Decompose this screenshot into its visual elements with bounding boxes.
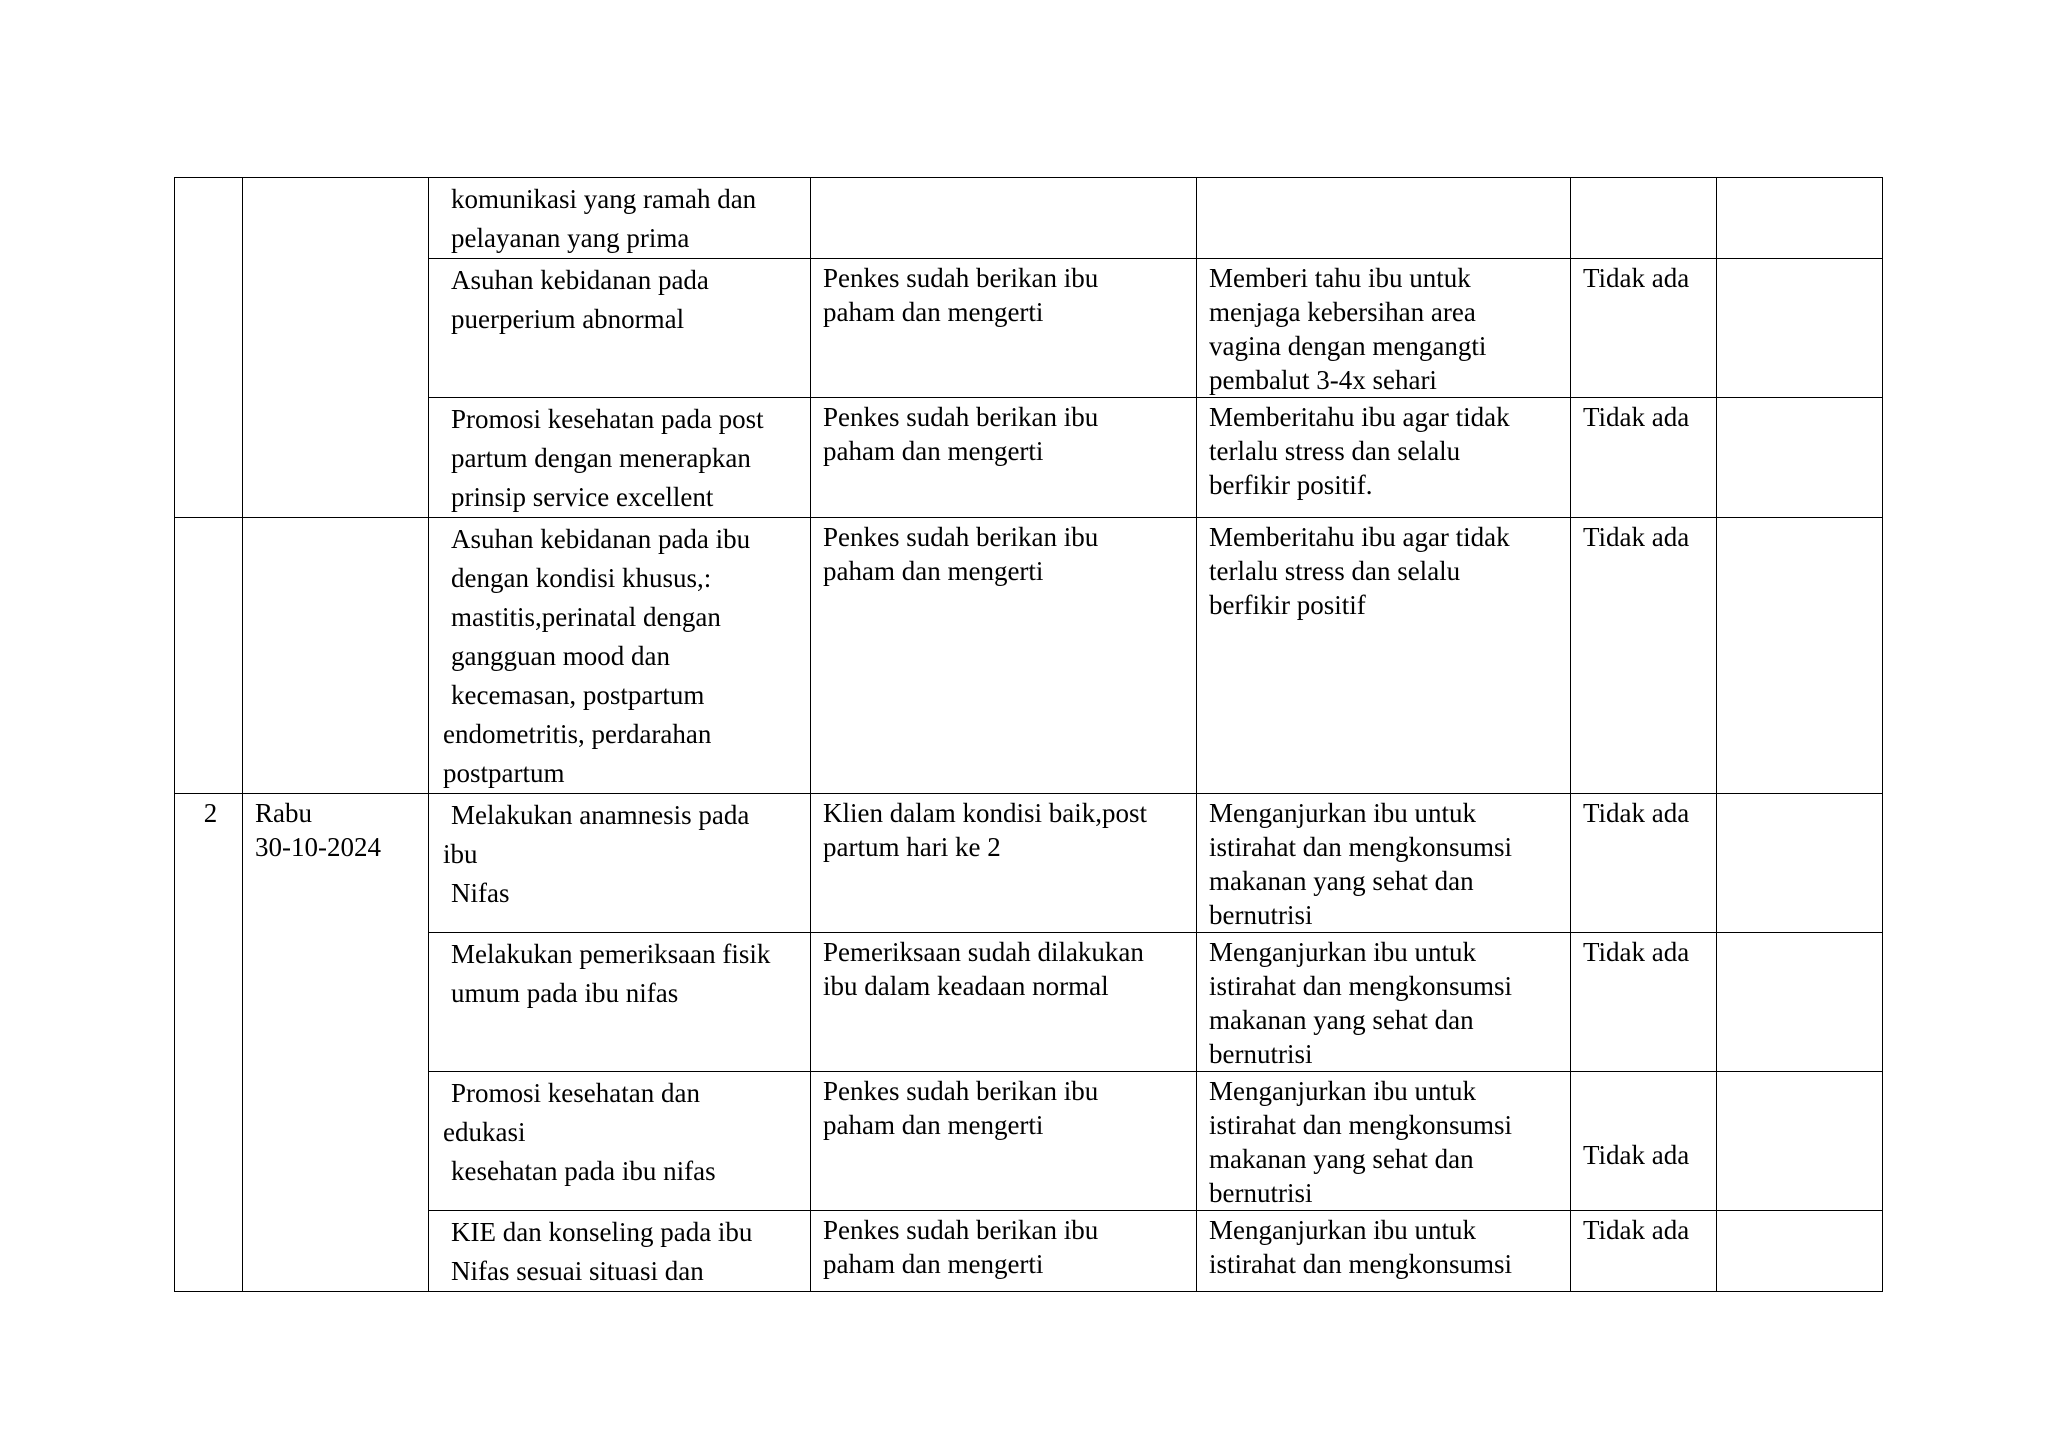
activity-cell: [429, 259, 811, 398]
activity-cell-line: puerperium abnormal: [451, 304, 685, 334]
row-number-cell: [175, 178, 243, 518]
table-row: [175, 259, 1883, 398]
row-number-cell: [175, 518, 243, 794]
table-row: [175, 1211, 1883, 1292]
note-cell-text: Tidak ada: [1583, 402, 1690, 432]
activity-cell-line: KIE dan konseling pada ibu: [451, 1217, 753, 1247]
follow-up-cell: [1197, 178, 1571, 259]
result-cell-line: paham dan mengerti: [823, 297, 1044, 327]
care-log-body: [175, 178, 1883, 1292]
follow-up-cell-line: makanan yang sehat dan: [1209, 1005, 1474, 1035]
extra-cell: [1717, 259, 1883, 398]
extra-cell: [1717, 1211, 1883, 1292]
note-cell: [1571, 1211, 1717, 1292]
activity-cell-line: umum pada ibu nifas: [451, 978, 679, 1008]
follow-up-cell: [1197, 398, 1571, 518]
day-date-cell-line: Rabu: [255, 798, 312, 828]
follow-up-cell-line: Menganjurkan ibu untuk: [1209, 1076, 1476, 1106]
activity-cell-line: Promosi kesehatan dan: [451, 1078, 700, 1108]
follow-up-cell: [1197, 933, 1571, 1072]
extra-cell: [1717, 933, 1883, 1072]
follow-up-cell-line: pembalut 3-4x sehari: [1209, 365, 1437, 395]
note-cell: [1571, 933, 1717, 1072]
extra-cell: [1717, 1072, 1883, 1211]
activity-cell-line: Nifas: [451, 878, 510, 908]
table-row: [175, 398, 1883, 518]
result-cell: [811, 1072, 1197, 1211]
activity-cell-line: postpartum: [443, 758, 565, 788]
activity-cell-line: komunikasi yang ramah dan: [451, 184, 757, 214]
follow-up-cell-line: berfikir positif.: [1209, 470, 1373, 500]
extra-cell: [1717, 518, 1883, 794]
activity-cell-line: Asuhan kebidanan pada ibu: [451, 524, 751, 554]
result-cell: [811, 933, 1197, 1072]
extra-cell: [1717, 398, 1883, 518]
activity-cell-line: dengan kondisi khusus,:: [451, 563, 712, 593]
follow-up-cell-line: Memberi tahu ibu untuk: [1209, 263, 1471, 293]
follow-up-cell-line: istirahat dan mengkonsumsi: [1209, 1249, 1512, 1279]
follow-up-cell-line: istirahat dan mengkonsumsi: [1209, 971, 1512, 1001]
note-cell: [1571, 794, 1717, 933]
activity-cell-line: edukasi: [443, 1117, 526, 1147]
result-cell-line: Penkes sudah berikan ibu: [823, 1076, 1099, 1106]
activity-cell: [429, 178, 811, 259]
follow-up-cell-line: terlalu stress dan selalu: [1209, 436, 1461, 466]
follow-up-cell: [1197, 259, 1571, 398]
follow-up-cell-line: terlalu stress dan selalu: [1209, 556, 1461, 586]
note-cell: [1571, 178, 1717, 259]
activity-cell: [429, 1072, 811, 1211]
table-row: [175, 518, 1883, 794]
activity-cell-line: gangguan mood dan: [451, 641, 670, 671]
note-cell-text: Tidak ada: [1583, 1140, 1690, 1170]
result-cell: [811, 1211, 1197, 1292]
follow-up-cell-line: vagina dengan mengangti: [1209, 331, 1487, 361]
activity-cell-line: pelayanan yang prima: [451, 223, 690, 253]
follow-up-cell-line: berfikir positif: [1209, 590, 1366, 620]
result-cell-line: Penkes sudah berikan ibu: [823, 402, 1099, 432]
result-cell-line: Penkes sudah berikan ibu: [823, 1215, 1099, 1245]
activity-cell-line: prinsip service excellent: [451, 482, 714, 512]
extra-cell: [1717, 794, 1883, 933]
result-cell-line: Penkes sudah berikan ibu: [823, 522, 1099, 552]
activity-cell-line: Melakukan anamnesis pada: [451, 800, 750, 830]
follow-up-cell-line: bernutrisi: [1209, 900, 1313, 930]
result-cell-line: Klien dalam kondisi baik,post: [823, 798, 1147, 828]
activity-cell-line: endometritis, perdarahan: [443, 719, 712, 749]
activity-cell-line: partum dengan menerapkan: [451, 443, 751, 473]
row-number-cell-text: 2: [203, 798, 218, 828]
day-date-cell: [243, 178, 429, 518]
follow-up-cell-line: Memberitahu ibu agar tidak: [1209, 402, 1510, 432]
result-cell: [811, 518, 1197, 794]
day-date-cell-line: 30-10-2024: [255, 832, 381, 862]
note-cell: [1571, 1072, 1717, 1211]
follow-up-cell-line: Menganjurkan ibu untuk: [1209, 937, 1476, 967]
activity-cell: [429, 794, 811, 933]
table-row: [175, 1072, 1883, 1211]
follow-up-cell: [1197, 1211, 1571, 1292]
follow-up-cell-line: Memberitahu ibu agar tidak: [1209, 522, 1510, 552]
result-cell-line: partum hari ke 2: [823, 832, 1001, 862]
follow-up-cell-line: bernutrisi: [1209, 1039, 1313, 1069]
result-cell-line: paham dan mengerti: [823, 1249, 1044, 1279]
activity-cell: [429, 1211, 811, 1292]
note-cell: [1571, 398, 1717, 518]
table-row: [175, 933, 1883, 1072]
care-log-table: [174, 177, 1883, 1292]
follow-up-cell-line: bernutrisi: [1209, 1178, 1313, 1208]
result-cell-line: Pemeriksaan sudah dilakukan: [823, 937, 1144, 967]
activity-cell: [429, 398, 811, 518]
follow-up-cell-line: makanan yang sehat dan: [1209, 866, 1474, 896]
day-date-cell: [243, 518, 429, 794]
table-row: [175, 178, 1883, 259]
note-cell-text: Tidak ada: [1583, 522, 1690, 552]
activity-cell-line: Melakukan pemeriksaan fisik: [451, 939, 771, 969]
note-cell: [1571, 259, 1717, 398]
activity-cell-line: Asuhan kebidanan pada: [451, 265, 709, 295]
result-cell-line: paham dan mengerti: [823, 1110, 1044, 1140]
activity-cell-line: mastitis,perinatal dengan: [451, 602, 721, 632]
activity-cell-line: kecemasan, postpartum: [451, 680, 705, 710]
follow-up-cell-line: Menganjurkan ibu untuk: [1209, 798, 1476, 828]
result-cell: [811, 259, 1197, 398]
follow-up-cell-line: makanan yang sehat dan: [1209, 1144, 1474, 1174]
follow-up-cell: [1197, 794, 1571, 933]
activity-cell: [429, 518, 811, 794]
note-cell-text: Tidak ada: [1583, 798, 1690, 828]
result-cell: [811, 178, 1197, 259]
day-date-cell: [243, 794, 429, 1292]
result-cell: [811, 398, 1197, 518]
note-cell: [1571, 518, 1717, 794]
follow-up-cell: [1197, 518, 1571, 794]
result-cell-line: paham dan mengerti: [823, 436, 1044, 466]
result-cell: [811, 794, 1197, 933]
table-row: [175, 794, 1883, 933]
follow-up-cell: [1197, 1072, 1571, 1211]
result-cell-line: paham dan mengerti: [823, 556, 1044, 586]
follow-up-cell-line: menjaga kebersihan area: [1209, 297, 1476, 327]
note-cell-text: Tidak ada: [1583, 937, 1690, 967]
follow-up-cell-line: istirahat dan mengkonsumsi: [1209, 832, 1512, 862]
activity-cell-line: ibu: [443, 839, 478, 869]
activity-cell-line: Nifas sesuai situasi dan: [451, 1256, 704, 1286]
note-cell-text: Tidak ada: [1583, 263, 1690, 293]
result-cell-line: ibu dalam keadaan normal: [823, 971, 1109, 1001]
note-cell-text: Tidak ada: [1583, 1215, 1690, 1245]
row-number-cell: [175, 794, 243, 1292]
follow-up-cell-line: istirahat dan mengkonsumsi: [1209, 1110, 1512, 1140]
activity-cell-line: kesehatan pada ibu nifas: [451, 1156, 716, 1186]
activity-cell-line: Promosi kesehatan pada post: [451, 404, 764, 434]
follow-up-cell-line: Menganjurkan ibu untuk: [1209, 1215, 1476, 1245]
activity-cell: [429, 933, 811, 1072]
result-cell-line: Penkes sudah berikan ibu: [823, 263, 1099, 293]
extra-cell: [1717, 178, 1883, 259]
